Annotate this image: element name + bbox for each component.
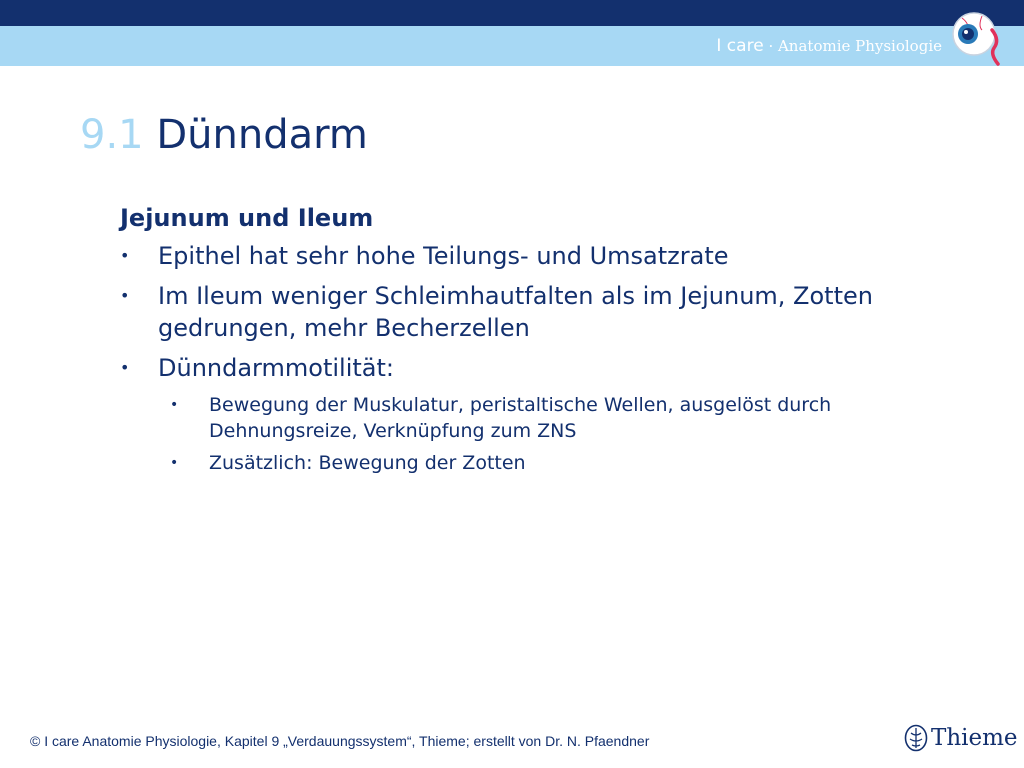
thieme-logo [904,724,1018,752]
bullet-icon: • [120,286,130,305]
bullet-icon: • [120,246,130,265]
list-item-text: Dünndarmmotilität: [158,354,394,382]
list-item [120,352,920,384]
bullet-icon: • [170,397,179,413]
bullet-icon: • [170,455,179,471]
bullet-icon: • [120,358,130,377]
sub-list-item [120,392,920,444]
eye-icon [948,6,1012,68]
sub-list-item-text: Bewegung der Muskulatur, peristaltische Wellen, ausgelöst durch Dehnungsreize, Verknüpfung zum ZNS [209,394,832,442]
sub-list-item-text: Zusätzlich: Bewegung der Zotten [209,452,526,474]
brand-sub: · Anatomie Physiologie [768,37,942,55]
title-text: Dünndarm [156,112,368,158]
sub-list-item [120,450,920,476]
brand-label [716,36,942,56]
publisher-name: Thieme [931,725,1018,751]
list-item-text: Epithel hat sehr hohe Teilungs- und Umsatzrate [158,242,729,270]
list-item-text: Im Ileum weniger Schleimhautfalten als im Jejunum, Zotten gedrungen, mehr Becherzellen [158,282,873,342]
footer-copyright: © I care Anatomie Physiologie, Kapitel 9 „Verdauungssystem“, Thieme; erstellt von Dr. N. Pfaendner [30,733,650,749]
brand-main: I care [716,36,764,56]
thieme-emblem-icon [904,724,928,752]
section-heading: Jejunum und Ileum [120,204,374,232]
list-item [120,280,920,344]
slide-content [120,204,920,482]
list-item [120,240,920,272]
title-number: 9.1 [80,112,144,158]
slide-title [80,112,368,158]
header-top-bar [0,0,1024,26]
